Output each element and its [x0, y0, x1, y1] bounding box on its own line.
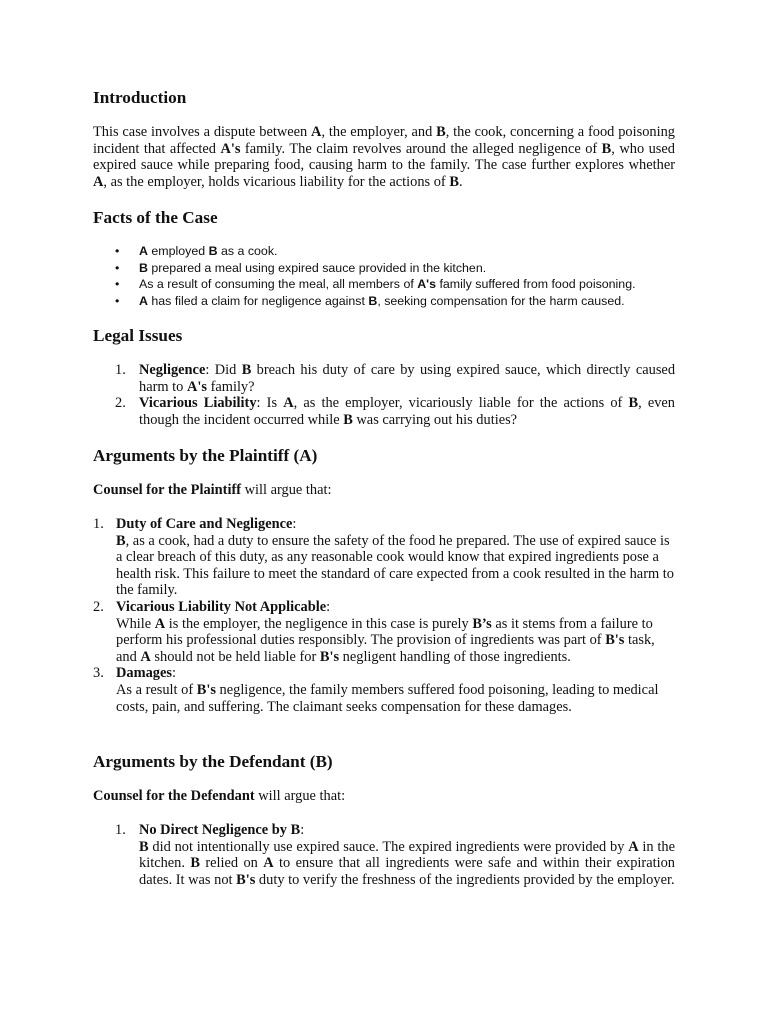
list-number: 1.: [115, 362, 126, 378]
list-item: 1. No Direct Negligence by B: B did not intentionally use expired sauce. The expired ingredients were provided by A in the kitchen. B relied on A to ensure that all ingredients were safe and within their expiration dates. It was not B's duty to verify the freshness of the ingredients provided by the employer.: [115, 822, 675, 888]
list-number: 2.: [115, 395, 126, 412]
list-number: 1.: [115, 822, 126, 838]
section-heading-legal-issues: Legal Issues: [93, 326, 183, 345]
section-heading-facts: Facts of the Case: [93, 208, 218, 227]
plaintiff-counsel-intro: Counsel for the Plaintiff will argue that:: [93, 482, 332, 498]
section-heading-defendant: Arguments by the Defendant (B): [93, 752, 333, 771]
section-heading-plaintiff: Arguments by the Plaintiff (A): [93, 446, 318, 465]
defendant-counsel-intro: Counsel for the Defendant will argue that:: [93, 788, 346, 804]
legal-issues-list: [93, 362, 675, 428]
list-number: 1.: [93, 516, 104, 532]
list-item: • B prepared a meal using expired sauce provided in the kitchen.: [115, 260, 487, 275]
plaintiff-arguments-list: [93, 516, 675, 715]
list-item: 3. Damages: As a result of B's negligence, the family members suffered food poisoning, leading to medical costs, pain, and suffering. The claimant seeks compensation for these damages.: [93, 665, 659, 715]
argument-title: Vicarious Liability Not Applicable: [116, 598, 327, 615]
intro-paragraph: This case involves a dispute between A, the employer, and B, the cook, concerning a food poisoning incident that affected A's family. The claim revolves around the alleged negligence of B, who used expired sauce while preparing food, causing harm to the family. The case further explores whether A, as the employer, holds vicarious liability for the actions of B.: [93, 124, 675, 190]
list-item: 2. Vicarious Liability Not Applicable: While A is the employer, the negligence in this case is purely B’s as it stems from a failure to perform his professional duties responsibly. The provision of ingredients was part of B's task, and A should not be held liable for B's negligent handling of those ingredients.: [93, 598, 655, 665]
defendant-arguments-list: [93, 822, 675, 888]
bullet-icon: •: [115, 293, 120, 308]
list-item: 2. Vicarious Liability: Is A, as the employer, vicariously liable for the actions of B, even though the incident occurred while B was carrying out his duties?: [115, 395, 675, 428]
argument-title: Duty of Care and Negligence: [116, 516, 293, 532]
list-item: • A employed B as a cook.: [115, 244, 278, 258]
section-heading-introduction: Introduction: [93, 88, 187, 107]
list-item: • As a result of consuming the meal, all members of A's family suffered from food poisoning.: [115, 277, 636, 291]
bullet-icon: •: [115, 277, 120, 291]
bullet-icon: •: [115, 260, 120, 275]
argument-title: No Direct Negligence by B: [139, 822, 301, 838]
list-item: 1. Negligence: Did B breach his duty of care by using expired sauce, which directly caused harm to A's family?: [115, 362, 676, 395]
list-number: 2.: [93, 598, 104, 615]
list-item: 1. Duty of Care and Negligence: B, as a cook, had a duty to ensure the safety of the food he prepared. The use of expired sauce is a clear breach of this duty, as any reasonable cook would know that expired ingredients pose a health risk. This failure to meet the standard of care expected from a cook resulted in the harm to the family.: [93, 516, 674, 599]
bullet-icon: •: [115, 244, 120, 258]
list-number: 3.: [93, 665, 104, 682]
facts-list: [93, 243, 675, 309]
list-item: • A has filed a claim for negligence against B, seeking compensation for the harm caused.: [115, 293, 625, 308]
argument-title: Damages: [116, 665, 172, 682]
